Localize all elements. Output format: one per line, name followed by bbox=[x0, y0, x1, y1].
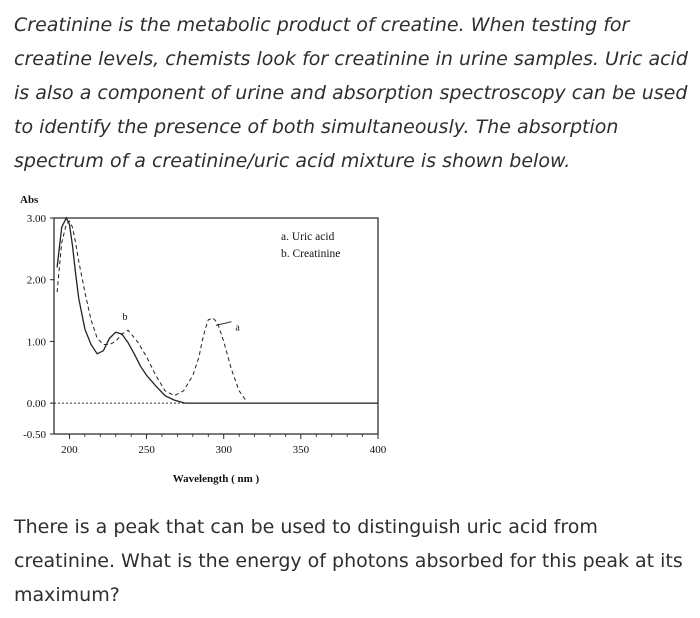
y-tick-label: 3.00 bbox=[26, 213, 46, 225]
chart-svg bbox=[0, 190, 420, 500]
x-tick-label: 250 bbox=[138, 444, 155, 456]
legend-entry: a. Uric acid bbox=[281, 231, 335, 243]
annotation-label-a: a bbox=[235, 322, 240, 334]
absorption-spectrum-chart bbox=[0, 190, 420, 500]
x-axis-label: Wavelength ( nm ) bbox=[172, 473, 260, 485]
y-tick-label: -0.50 bbox=[23, 429, 46, 441]
intro-paragraph: Creatinine is the metabolic product of creatine. When testing for creatine levels, chemists look for creatinine in urine samples. Uric acid is also a component of urine and absorption spectroscopy can be used to identify the presence of both simultaneously. The absorption spectrum of a creatinine/uric acid mixture is shown below. bbox=[14, 14, 688, 172]
legend-entry: b. Creatinine bbox=[281, 248, 341, 260]
y-tick-label: 0.00 bbox=[26, 398, 46, 411]
x-tick-label: 350 bbox=[292, 444, 310, 456]
x-tick-label: 400 bbox=[369, 444, 387, 456]
y-tick-label: 1.00 bbox=[26, 336, 46, 349]
annotation-label-b: b bbox=[122, 311, 128, 323]
series-line-uric-acid bbox=[57, 221, 247, 402]
annotation-a-leader bbox=[216, 322, 231, 326]
x-tick-label: 200 bbox=[61, 444, 78, 456]
series-line-creatinine bbox=[57, 218, 378, 403]
y-axis-label: Abs bbox=[20, 194, 39, 206]
question-paragraph: There is a peak that can be used to distinguish uric acid from creatinine. What is the energy of photons absorbed for this peak at its maximum? bbox=[14, 516, 683, 606]
y-tick-label: 2.00 bbox=[26, 274, 46, 287]
x-tick-label: 300 bbox=[215, 444, 232, 456]
